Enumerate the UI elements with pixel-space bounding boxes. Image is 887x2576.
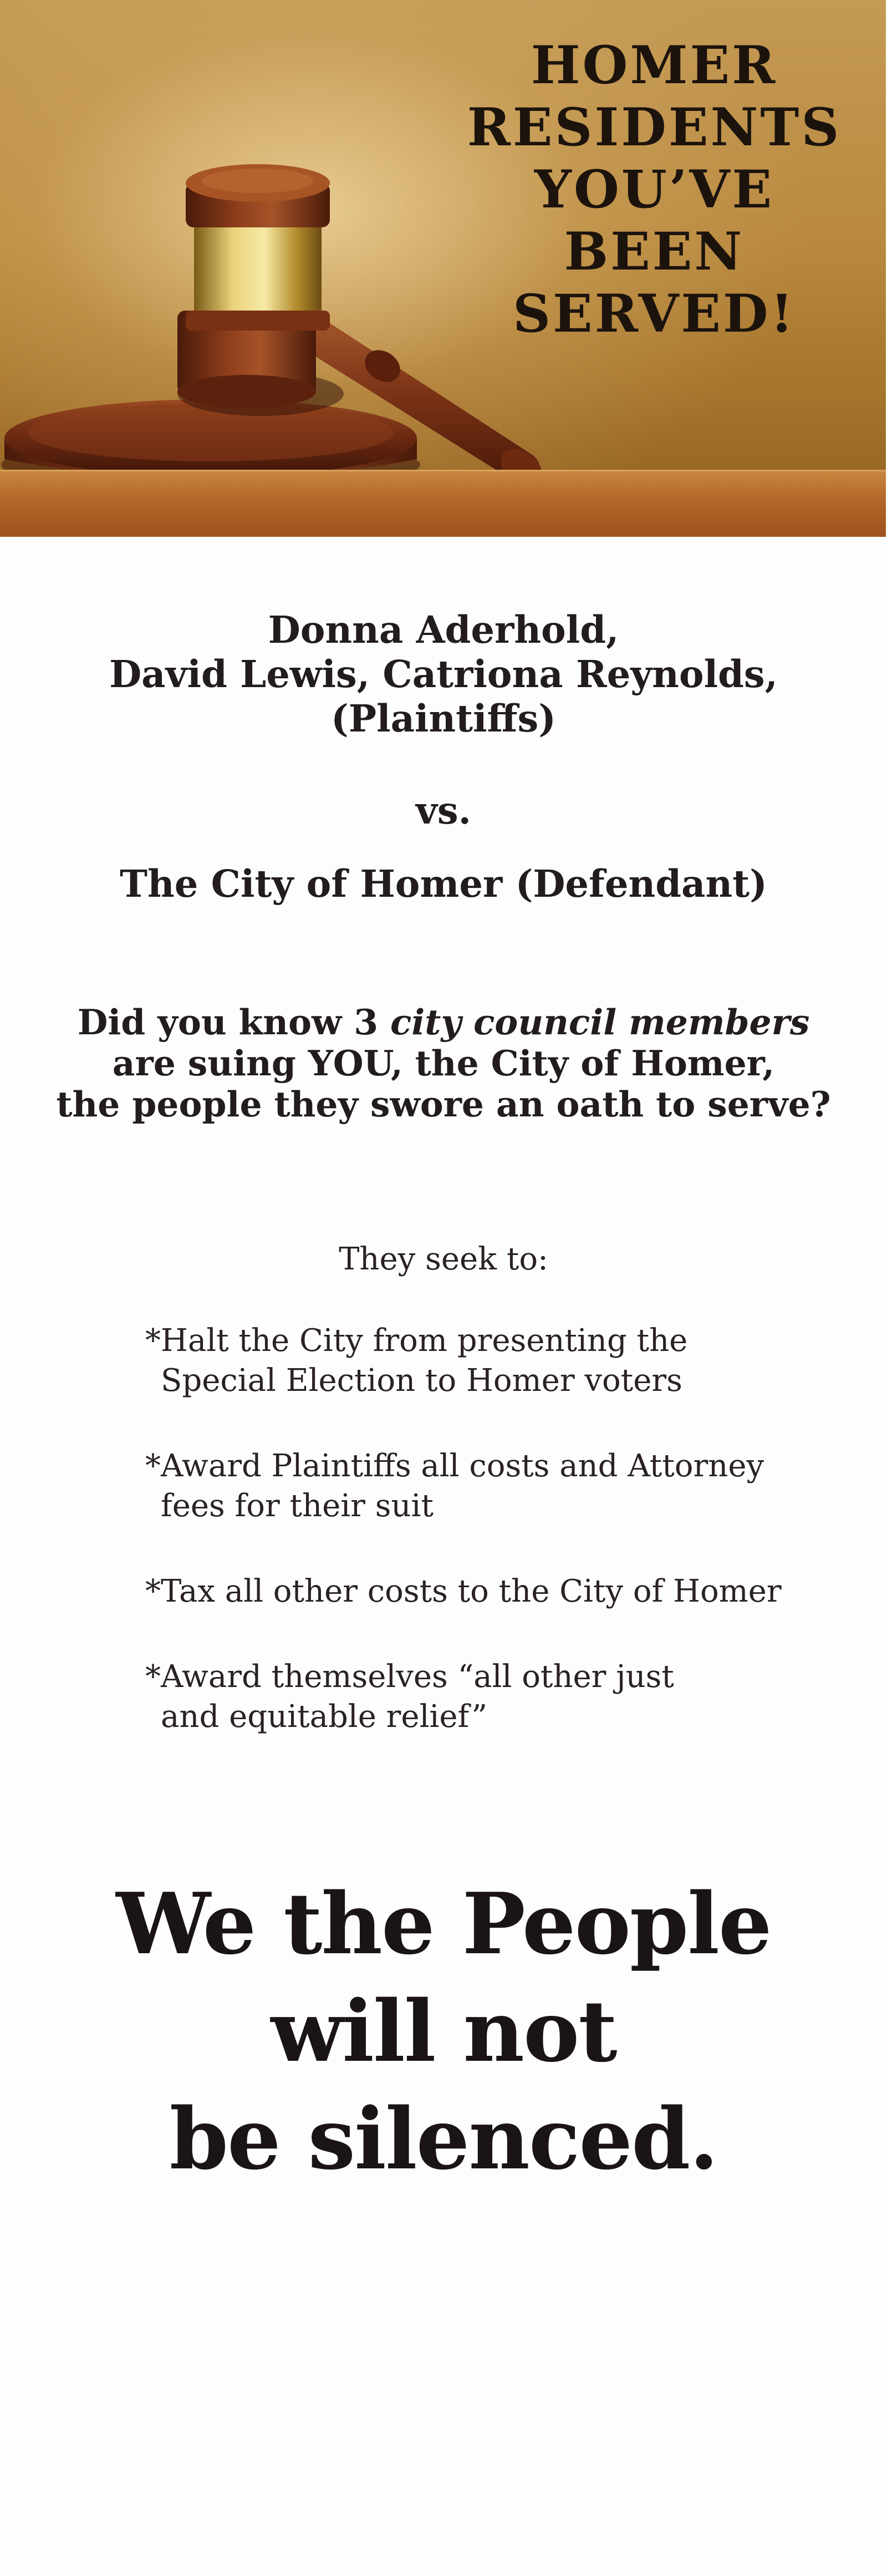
question-paragraph: [0, 1002, 887, 1125]
plaintiffs: [0, 608, 887, 741]
list-item: [145, 1321, 844, 1401]
question-emphasis: city council members: [390, 1002, 810, 1043]
plaintiff-line: Donna Aderhold,: [268, 608, 619, 652]
demand-text-continued: Special Election to Homer voters: [161, 1363, 682, 1399]
header-banner: [0, 0, 886, 537]
slogan-line: be silenced.: [169, 2089, 718, 2188]
slogan-line: We the People: [116, 1874, 771, 1973]
demand-text: *Award themselves “all other just: [145, 1659, 674, 1695]
question-line-1: [0, 1002, 887, 1043]
headline: [421, 34, 886, 345]
headline-line: BEEN: [564, 221, 745, 282]
headline-line: HOMER: [531, 35, 778, 96]
plaintiff-line: (Plaintiffs): [331, 697, 556, 740]
demand-text: *Tax all other costs to the City of Homer: [145, 1573, 782, 1609]
question-line-2: are suing YOU, the City of Homer,: [112, 1043, 775, 1084]
defendant: The City of Homer (Defendant): [120, 862, 767, 906]
demands-title: They seek to:: [339, 1241, 548, 1277]
versus-label: vs.: [416, 789, 471, 832]
demand-text: *Award Plaintiffs all costs and Attorney: [145, 1448, 764, 1484]
table-surface: [0, 470, 886, 537]
slogan-line: will not: [271, 1981, 616, 2081]
list-item: [145, 1572, 844, 1612]
demand-text-continued: fees for their suit: [161, 1488, 434, 1524]
question-line-3: the people they swore an oath to serve?: [56, 1084, 831, 1125]
demand-text-continued: and equitable relief”: [161, 1699, 488, 1735]
headline-line: RESIDENTS: [467, 97, 842, 158]
list-item: [145, 1446, 844, 1526]
question-text: Did you know 3: [77, 1002, 391, 1043]
headline-line: YOU’VE: [534, 159, 774, 220]
demand-text: *Halt the City from presenting the: [145, 1323, 688, 1359]
demands-list: [145, 1321, 844, 1782]
slogan: [0, 1870, 887, 2193]
headline-line: SERVED!: [513, 283, 796, 344]
list-item: [145, 1657, 844, 1737]
plaintiff-line: David Lewis, Catriona Reynolds,: [109, 652, 778, 696]
